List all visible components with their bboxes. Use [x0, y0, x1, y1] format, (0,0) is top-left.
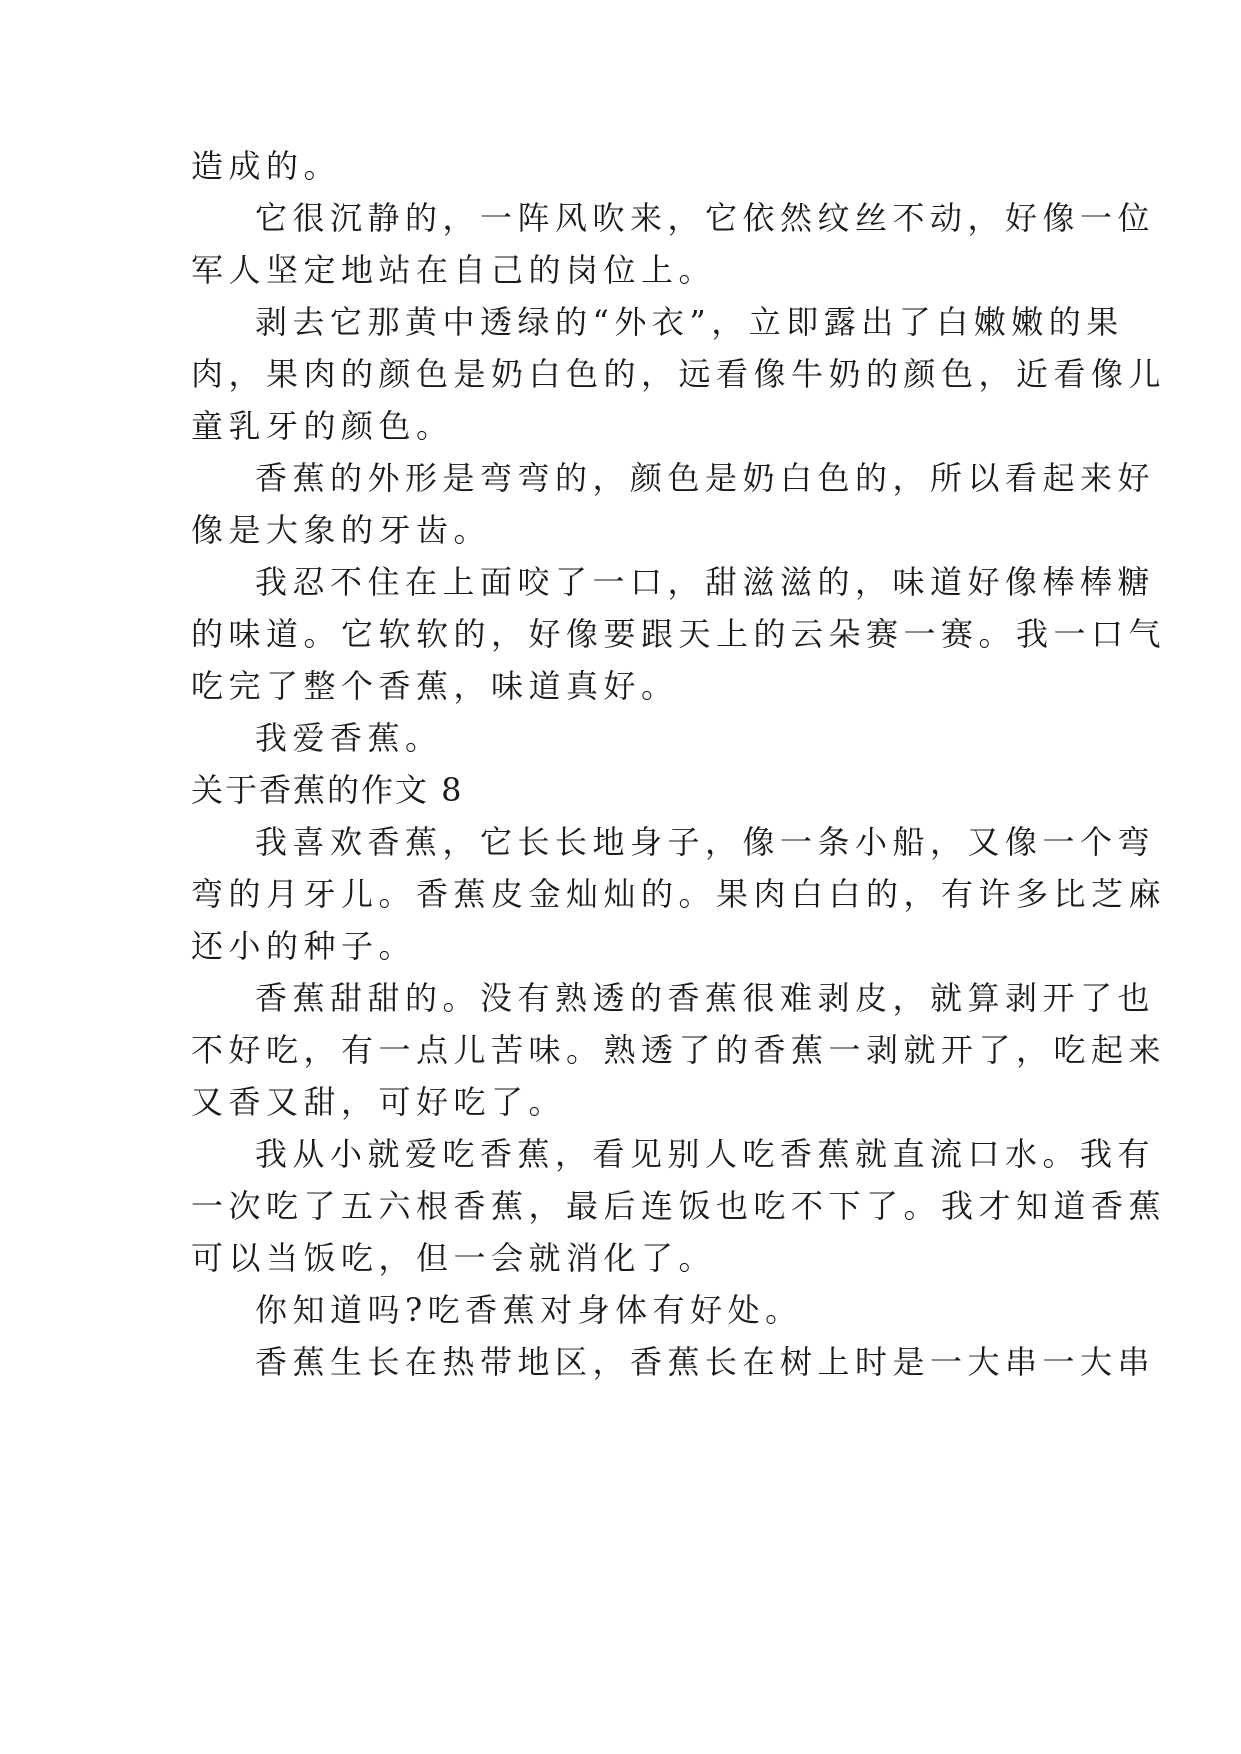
text-line: 剥去它那黄中透绿的“外衣”，立即露出了白嫩嫩的果 [255, 303, 1124, 341]
text-line: 吃完了整个香蕉，味道真好。 [191, 667, 679, 705]
text-line: 我爱香蕉。 [255, 719, 443, 757]
text-line: 香蕉的外形是弯弯的，颜色是奶白色的，所以看起来好 [255, 459, 1156, 497]
text-line: 你知道吗?吃香蕉对身体有好处。 [255, 1291, 803, 1329]
text-line: 又香又甜，可好吃了。 [191, 1083, 567, 1121]
text-line: 还小的种子。 [191, 927, 417, 965]
text-line: 香蕉甜甜的。没有熟透的香蕉很难剥皮，就算剥开了也 [255, 979, 1156, 1017]
text-line: 肉，果肉的颜色是奶白色的，远看像牛奶的颜色，近看像儿 [191, 355, 1167, 393]
text-line: 像是大象的牙齿。 [191, 511, 492, 549]
text-line: 我喜欢香蕉，它长长地身子，像一条小船，又像一个弯 [255, 823, 1156, 861]
text-line: 造成的。 [191, 147, 342, 185]
text-line: 我忍不住在上面咬了一口，甜滋滋的，味道好像棒棒糖 [255, 563, 1156, 601]
text-line: 弯的月牙儿。香蕉皮金灿灿的。果肉白白的，有许多比芝麻 [191, 875, 1167, 913]
text-line: 一次吃了五六根香蕉，最后连饭也吃不下了。我才知道香蕉 [191, 1187, 1167, 1225]
text-line: 的味道。它软软的，好像要跟天上的云朵赛一赛。我一口气 [191, 615, 1167, 653]
text-line: 军人坚定地站在自己的岗位上。 [191, 251, 717, 289]
text-line: 它很沉静的，一阵风吹来，它依然纹丝不动，好像一位 [255, 199, 1156, 237]
text-line: 童乳牙的颜色。 [191, 407, 454, 445]
section-heading: 关于香蕉的作文 8 [191, 771, 464, 809]
text-line: 不好吃，有一点儿苦味。熟透了的香蕉一剥就开了，吃起来 [191, 1031, 1167, 1069]
text-line: 可以当饭吃，但一会就消化了。 [191, 1239, 717, 1277]
text-line: 我从小就爱吃香蕉，看见别人吃香蕉就直流口水。我有 [255, 1135, 1156, 1173]
text-line: 香蕉生长在热带地区，香蕉长在树上时是一大串一大串 [255, 1343, 1156, 1381]
